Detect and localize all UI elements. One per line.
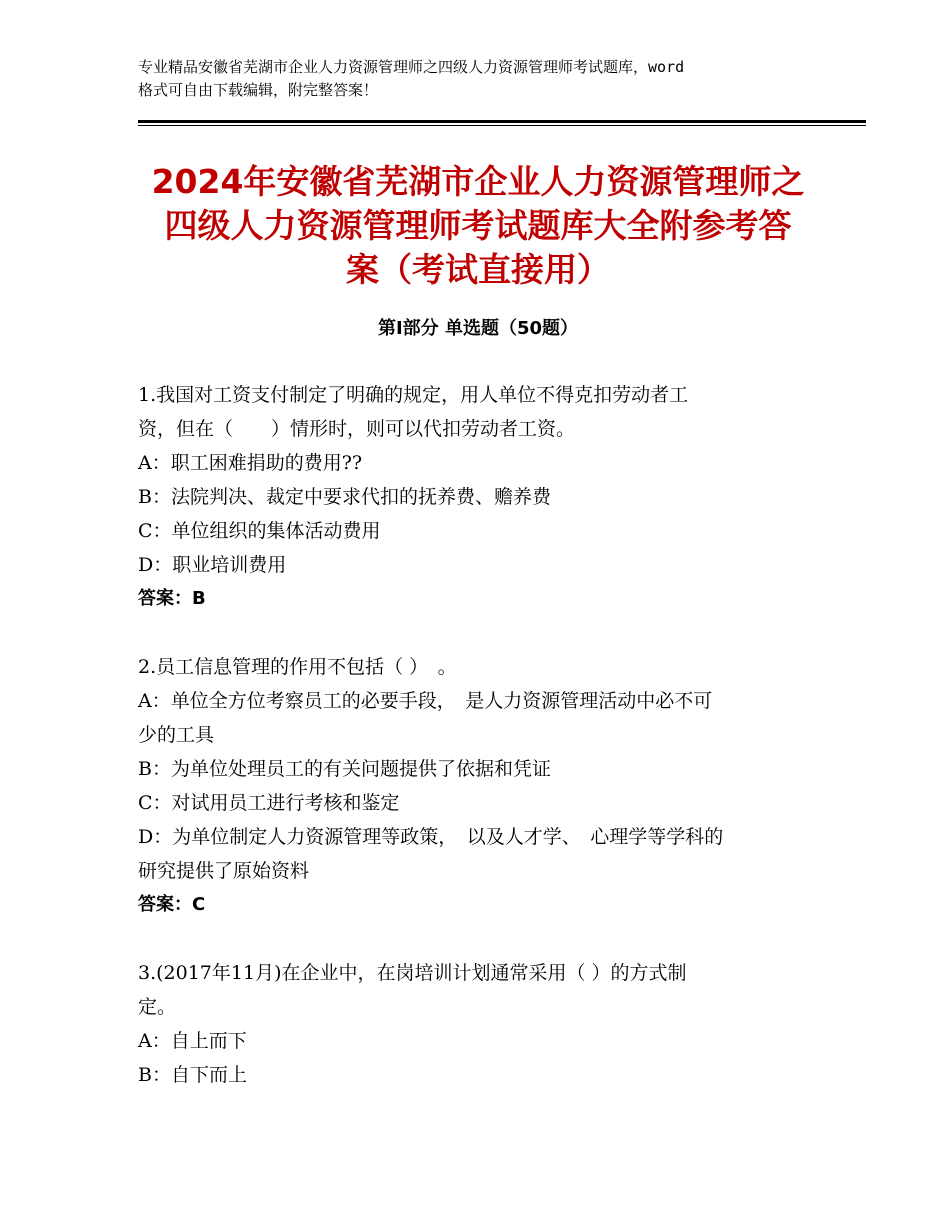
option-d-continued: 研究提供了原始资料 (138, 860, 310, 882)
header-divider-thick (138, 120, 866, 123)
title-line: 四级人力资源管理师考试题库大全附参考答 (164, 206, 792, 245)
question-stem-line: 资，但在（ ）情形时，则可以代扣劳动者工资。 (138, 418, 576, 440)
option-a-continued: 少的工具 (138, 724, 215, 746)
section-title: 第Ⅰ部分 单选题（50题） (377, 318, 578, 339)
question-1 (138, 378, 818, 616)
question-stem-line: 2.员工信息管理的作用不包括（ ） 。 (138, 656, 457, 678)
header-note-line: 专业精品安徽省芜湖市企业人力资源管理师之四级人力资源管理师考试题库，word (138, 58, 685, 76)
title-line: 案（考试直接用） (346, 250, 610, 289)
question-stem-line: 3.(2017年11月)在企业中，在岗培训计划通常采用（ ）的方式制 (138, 962, 687, 984)
header-note-line: 格式可自由下载编辑，附完整答案！ (138, 81, 379, 99)
header-note (138, 56, 828, 102)
answer: 答案：C (138, 894, 206, 915)
question-3 (138, 956, 818, 1092)
header-divider-thin (138, 125, 866, 126)
title-line: 2024年安徽省芜湖市企业人力资源管理师之 (151, 162, 805, 201)
answer: 答案：B (138, 588, 206, 609)
option-a: A：职工困难捐助的费用?? (138, 452, 363, 474)
question-stem-line: 1.我国对工资支付制定了明确的规定，用人单位不得克扣劳动者工 (138, 384, 689, 406)
option-b: B：为单位处理员工的有关问题提供了依据和凭证 (138, 758, 551, 780)
document-title (138, 160, 818, 292)
question-2 (138, 650, 818, 922)
option-a: A：单位全方位考察员工的必要手段， 是人力资源管理活动中必不可 (138, 690, 713, 712)
option-b: B：自下而上 (138, 1064, 247, 1086)
option-c: C：单位组织的集体活动费用 (138, 520, 381, 542)
option-b: B：法院判决、裁定中要求代扣的抚养费、赡养费 (138, 486, 551, 508)
option-d: D：为单位制定人力资源管理等政策， 以及人才学、 心理学等学科的 (138, 826, 724, 848)
option-c: C：对试用员工进行考核和鉴定 (138, 792, 400, 814)
option-a: A：自上而下 (138, 1030, 247, 1052)
question-list (138, 378, 818, 1126)
option-d: D：职业培训费用 (138, 554, 287, 576)
question-stem-line: 定。 (138, 996, 177, 1018)
